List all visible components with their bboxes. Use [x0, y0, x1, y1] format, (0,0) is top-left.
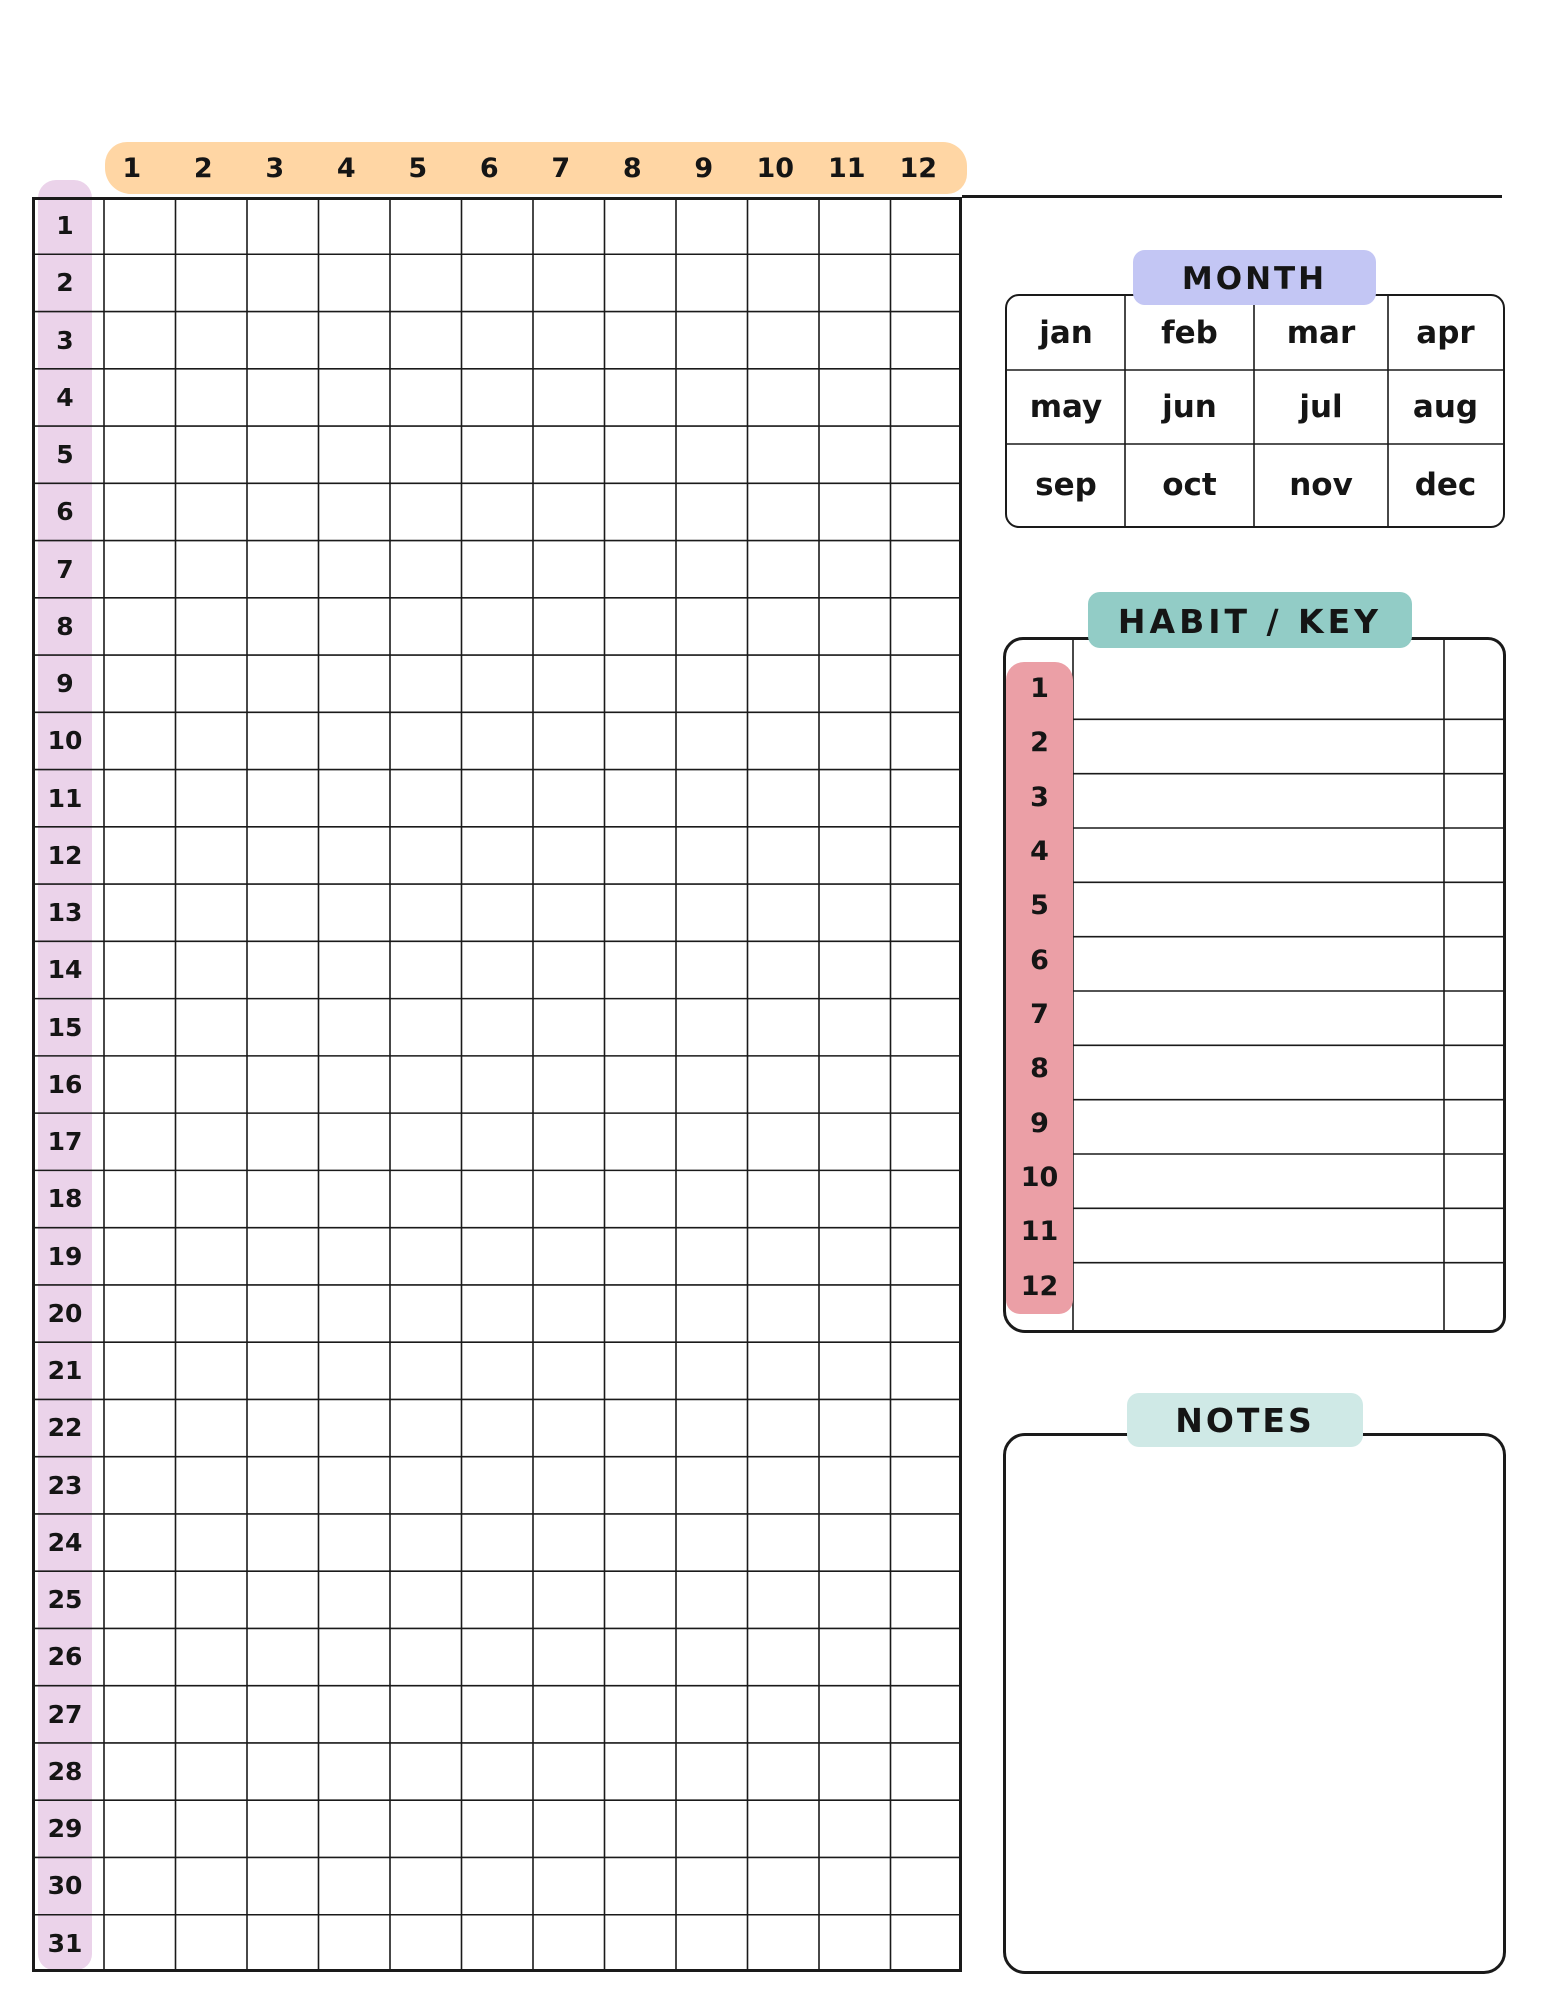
day-label: 15 [47, 1012, 83, 1042]
habit-number: 12 [1020, 1270, 1059, 1302]
column-label: 12 [899, 153, 938, 184]
column-label: 9 [694, 153, 714, 184]
column-label: 1 [122, 153, 142, 184]
day-label: 17 [47, 1127, 83, 1157]
month-option-apr[interactable]: apr [1416, 315, 1475, 351]
column-labels [0, 142, 1545, 194]
column-label: 5 [408, 153, 428, 184]
month-option-nov[interactable]: nov [1289, 467, 1353, 503]
month-option-oct[interactable]: oct [1162, 467, 1217, 503]
day-label: 25 [47, 1585, 83, 1615]
column-label: 7 [551, 153, 571, 184]
habit-number: 4 [1030, 836, 1049, 867]
day-label: 22 [47, 1413, 83, 1443]
month-option-mar[interactable]: mar [1286, 315, 1356, 351]
day-label: 1 [56, 211, 74, 240]
day-label: 18 [47, 1184, 83, 1214]
day-label: 24 [47, 1527, 83, 1557]
notes-title: NOTES [1127, 1393, 1363, 1447]
day-label: 3 [56, 325, 74, 355]
month-option-feb[interactable]: feb [1161, 315, 1218, 351]
notes-area[interactable] [1003, 1433, 1506, 1974]
column-label: 8 [622, 153, 642, 184]
day-label: 21 [47, 1356, 83, 1386]
day-label: 19 [47, 1241, 83, 1271]
habit-number: 6 [1030, 944, 1049, 976]
day-label: 28 [47, 1756, 83, 1786]
column-label: 11 [827, 153, 866, 184]
day-label: 5 [56, 440, 74, 470]
day-label: 8 [56, 611, 74, 641]
month-option-sep[interactable]: sep [1035, 467, 1097, 503]
day-label: 10 [47, 726, 83, 756]
month-option-jan[interactable]: jan [1039, 315, 1093, 351]
habit-number: 5 [1030, 890, 1049, 922]
month-option-aug[interactable]: aug [1412, 389, 1479, 425]
habit-number: 10 [1020, 1162, 1059, 1193]
habit-number: 1 [1030, 673, 1049, 704]
habit-number: 7 [1030, 999, 1049, 1030]
day-label: 2 [56, 268, 74, 298]
habit-number: 9 [1030, 1107, 1049, 1139]
column-label: 4 [336, 153, 356, 184]
column-label: 10 [756, 153, 795, 184]
day-label: 11 [47, 783, 83, 813]
day-label: 31 [47, 1928, 83, 1958]
month-option-dec[interactable]: dec [1414, 467, 1477, 503]
column-label: 2 [193, 153, 213, 184]
day-label: 16 [47, 1069, 83, 1099]
day-label: 4 [56, 382, 74, 412]
day-labels [38, 197, 92, 1972]
habit-key-table [1003, 637, 1506, 1333]
tracker-grid-lines [32, 197, 962, 1972]
habit-number: 3 [1030, 781, 1049, 813]
day-label: 13 [47, 898, 83, 928]
month-option-jun[interactable]: jun [1162, 389, 1217, 425]
month-table [1005, 294, 1505, 528]
habit-number: 8 [1030, 1053, 1049, 1085]
day-label: 14 [47, 955, 83, 985]
habit-number: 11 [1020, 1216, 1059, 1248]
habit-number-labels [1006, 662, 1073, 1314]
tracker-grid[interactable] [32, 197, 962, 1972]
month-option-may[interactable]: may [1029, 389, 1103, 425]
day-label: 29 [47, 1814, 83, 1844]
habit-key-title: HABIT / KEY [1088, 592, 1412, 648]
day-label: 30 [47, 1871, 83, 1901]
day-label: 9 [56, 669, 74, 699]
month-option-jul[interactable]: jul [1299, 389, 1343, 425]
day-label: 23 [47, 1470, 83, 1500]
habit-number: 2 [1030, 727, 1049, 759]
habit-key-lines [1006, 640, 1503, 1330]
day-label: 26 [47, 1642, 83, 1672]
top-rule-line [962, 195, 1502, 198]
month-title: MONTH [1133, 250, 1376, 305]
day-label: 7 [56, 554, 74, 584]
day-label: 20 [47, 1298, 83, 1328]
column-label: 3 [265, 153, 285, 184]
day-label: 27 [47, 1699, 83, 1729]
day-label: 6 [56, 497, 74, 527]
day-label: 12 [47, 840, 83, 870]
column-label: 6 [479, 153, 499, 184]
